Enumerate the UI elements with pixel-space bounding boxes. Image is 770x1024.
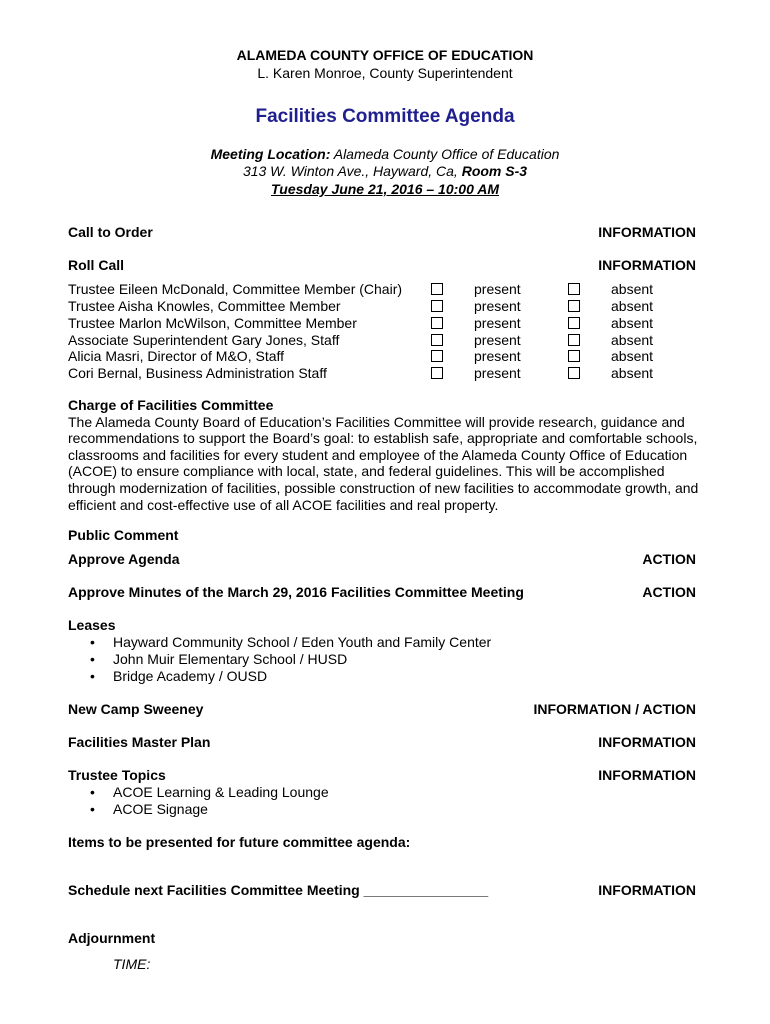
charge-line: efficient and cost-effective use of all ACOE facilities and real property. — [68, 496, 499, 513]
meeting-location — [0, 146, 770, 163]
roll-call-member — [68, 348, 708, 365]
agenda-item-status: ACTION — [642, 551, 696, 567]
agenda-item-label: Trustee Topics — [68, 767, 166, 783]
agenda-item-status: INFORMATION — [598, 734, 696, 750]
agenda-item-roll-call — [68, 257, 696, 274]
agenda-item-public-comment — [68, 527, 696, 544]
agenda-item-schedule-next — [68, 882, 696, 899]
agenda-item-label: Approve Minutes of the March 29, 2016 Facilities Committee Meeting — [68, 584, 524, 600]
agenda-item-status: INFORMATION — [598, 882, 696, 898]
agenda-item-leases — [68, 617, 696, 634]
member-name: Cori Bernal, Business Administration Staff — [68, 365, 327, 381]
list-item: • ACOE Learning & Leading Lounge — [68, 784, 329, 801]
agenda-item-status: INFORMATION — [598, 767, 696, 783]
present-checkbox[interactable] — [431, 367, 443, 379]
present-label: present — [474, 298, 521, 314]
agenda-item-label: Items to be presented for future committee agenda: — [68, 834, 411, 850]
agenda-item-trustee-topics — [68, 767, 696, 784]
agenda-item-status: ACTION — [642, 584, 696, 600]
agenda-item-approve-minutes — [68, 584, 696, 601]
present-label: present — [474, 332, 521, 348]
member-name: Trustee Eileen McDonald, Committee Member (Chair) — [68, 281, 403, 297]
agenda-item-new-camp-sweeney — [68, 701, 696, 718]
agenda-item-status: INFORMATION — [598, 257, 696, 273]
absent-checkbox[interactable] — [568, 367, 580, 379]
meeting-location-label: Meeting Location: — [210, 146, 331, 162]
charge-line: (ACOE) to ensure compliance with local, state, and federal guidelines. This will be accomplished — [68, 463, 665, 480]
absent-checkbox[interactable] — [568, 300, 580, 312]
present-label: present — [474, 365, 521, 381]
absent-label: absent — [611, 281, 654, 297]
list-item: • John Muir Elementary School / HUSD — [68, 651, 491, 668]
roll-call-member — [68, 298, 708, 315]
organization-name: ALAMEDA COUNTY OFFICE OF EDUCATION — [236, 47, 534, 63]
member-name: Trustee Aisha Knowles, Committee Member — [68, 298, 341, 314]
agenda-item-status: INFORMATION / ACTION — [533, 701, 696, 717]
agenda-item-label: Call to Order — [68, 224, 153, 240]
absent-checkbox[interactable] — [568, 283, 580, 295]
present-checkbox[interactable] — [431, 350, 443, 362]
list-item: • ACOE Signage — [68, 801, 329, 818]
present-label: present — [474, 315, 521, 331]
charge-line: The Alameda County Board of Education’s Facilities Committee will provide research, guidance and — [68, 413, 685, 430]
member-name: Trustee Marlon McWilson, Committee Member — [68, 315, 357, 331]
agenda-item-approve-agenda — [68, 551, 696, 568]
agenda-item-label: Facilities Master Plan — [68, 734, 211, 750]
agenda-item-label: New Camp Sweeney — [68, 701, 204, 717]
agenda-item-future-items — [68, 834, 696, 851]
absent-checkbox[interactable] — [568, 350, 580, 362]
present-checkbox[interactable] — [431, 300, 443, 312]
leases-list — [68, 634, 491, 685]
present-checkbox[interactable] — [431, 283, 443, 295]
agenda-item-label: Leases — [68, 617, 116, 633]
member-name: Associate Superintendent Gary Jones, Staff — [68, 332, 340, 348]
present-label: present — [474, 348, 521, 364]
charge-line: classrooms and facilities for every student and employee of the Alameda County Office of Education — [68, 446, 688, 463]
agenda-item-label: Schedule next Facilities Committee Meeting ________________ — [68, 882, 489, 898]
roll-call-member — [68, 332, 708, 349]
agenda-item-label: Adjournment — [68, 930, 156, 946]
meeting-datetime-row — [0, 181, 770, 198]
absent-label: absent — [611, 348, 654, 364]
agenda-item-status: INFORMATION — [598, 224, 696, 240]
charge-line: recommendations to support the Board’s goal: to establish safe, appropriate and comfortable schools, — [68, 430, 698, 447]
roll-call-member — [68, 365, 708, 382]
meeting-address — [0, 163, 770, 180]
member-name: Alicia Masri, Director of M&O, Staff — [68, 348, 285, 364]
absent-label: absent — [611, 315, 654, 331]
meeting-datetime: Tuesday June 21, 2016 – 10:00 AM — [270, 181, 499, 197]
page-title: Facilities Committee Agenda — [255, 106, 515, 127]
absent-label: absent — [611, 298, 654, 314]
present-checkbox[interactable] — [431, 334, 443, 346]
roll-call-member — [68, 281, 708, 298]
agenda-item-label: Roll Call — [68, 257, 125, 273]
roll-call-member — [68, 315, 708, 332]
agenda-item-master-plan — [68, 734, 696, 751]
address-text: 313 W. Winton Ave., Hayward, Ca, — [242, 163, 462, 179]
present-checkbox[interactable] — [431, 317, 443, 329]
trustee-topics-list — [68, 784, 329, 818]
list-item: • Bridge Academy / OUSD — [68, 668, 491, 685]
list-item: • Hayward Community School / Eden Youth and Family Center — [68, 634, 491, 651]
absent-label: absent — [611, 332, 654, 348]
agenda-item-label: Approve Agenda — [68, 551, 180, 567]
absent-label: absent — [611, 365, 654, 381]
adjournment-time-label: TIME: — [113, 956, 151, 972]
charge-heading: Charge of Facilities Committee — [68, 397, 274, 413]
agenda-item-label: Public Comment — [68, 527, 179, 543]
absent-checkbox[interactable] — [568, 317, 580, 329]
charge-section — [68, 397, 708, 513]
absent-checkbox[interactable] — [568, 334, 580, 346]
agenda-item-adjournment — [68, 930, 696, 947]
meeting-location-value: Alameda County Office of Education — [330, 146, 560, 162]
present-label: present — [474, 281, 521, 297]
superintendent-name: L. Karen Monroe, County Superintendent — [257, 65, 513, 81]
charge-line: through modernization of facilities, possible construction of new facilities to accommodate growth, and — [68, 479, 699, 496]
room-number: Room S-3 — [461, 163, 528, 179]
agenda-item-call-to-order — [68, 224, 696, 241]
